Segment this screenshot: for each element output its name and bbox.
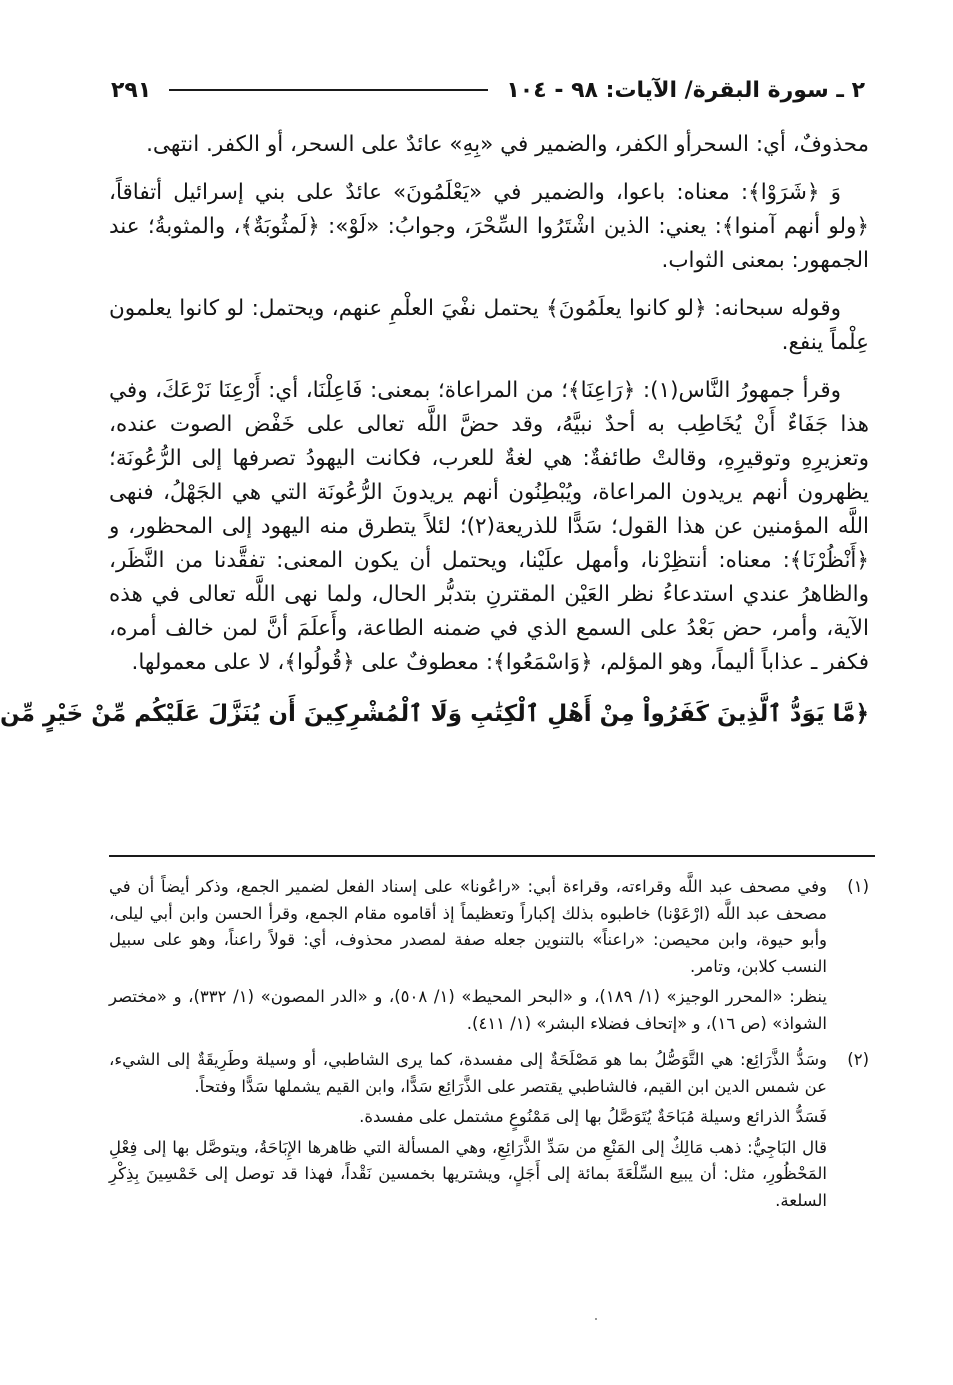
footnote	[109, 1047, 869, 1218]
footnote-paragraph: وسَدُّ الذَّرَائِع: هي التَّوَصُّلُ بما هو مَصْلَحَةٌ إلى مفسدة، كما يرى الشاطبي، أو وسيلة وطَرِيقَةٌ إلى الشيء، عن شمس الدين ابن القيم، فالشاطبي يقتصر على الذَّرَائِع سَدًّا، وابن القيم يشملها سَدًّا وفتحاً.	[109, 1050, 827, 1096]
footnote-paragraph: وفي مصحف عبد اللَّه وقراءته، وقراءة أبي: «راعُونا» على إسناد الفعل لضمير الجمع، وذكر أيضاً أن في مصحف عبد اللَّه (ارْعَوْنا) خاطبوه بذلك إكباراً وتعظيماً إذ أقاموه مقام الجمع، وقرأ الحسن وابن أبي ليلى، وأبو حيوة، وابن محيصن: «راعناً» بالتنوين جعله صفة لمصدر محذوف، أي: قولاً راعناً، وهو على سبيل النسب كلابن، وتامر.	[109, 877, 827, 976]
page-number: ٢٩١	[111, 77, 152, 103]
header-title: ٢ ـ سورة البقرة/ الآيات: ٩٨ - ١٠٤	[506, 77, 865, 103]
scan-speck	[595, 1318, 597, 1320]
footnote-number: (٢)	[847, 1050, 869, 1069]
footnote-body	[109, 1047, 827, 1218]
body-paragraph: وَ ﴿شَرَوْا﴾: معناه: باعوا، والضمير في «يَعْلَمُونَ» عائدٌ على بني إسرائيل أتفاقاً، ﴿ولو أنهم آمنوا﴾: يعني: الذين اشْتَرُوا السِّحْرَ، وجوابُ: «لَوْ»: ﴿لَمثُوبَةٌ﴾، والمثوبةُ؛ عند الجمهور: بمعنى الثواب.	[109, 180, 869, 273]
body-paragraph: وقرأ جمهورُ النَّاس(١): ﴿رَاعِنَا﴾؛ من المراعاة؛ بمعنى: فَاعِلْنَا، أي: أَرْعِنَا نَرْعَكَ، وفي هذا جَفَاءٌ أَنْ يُخَاطِب به أحدٌ نبيَّهُ، وقد حضَّ اللَّه تعالى على خَفْض الصوت عنده، وتعزيرِهِ وتوقيرِهِ، وقالتْ طائفةٌ: هي لغةٌ للعرب، فكانت اليهودُ تصرفها إلى الرُّعُونَة؛ يظهرون أنهم يريدون المراعاة، ويُبْطِنُون أنهم يريدونَ الرُّعُونَة التي هي الجَهْلُ، فنهى اللَّه المؤمنين عن هذا القول؛ سَدًّا للذريعة(٢)؛ لئلاً يتطرق منه اليهود إلى المحظور، و ﴿أَنْظُرْنَا﴾: معناه: أنتظِرْنا، وأمهل علَيْنا، ويحتمل أن يكون المعنى: تفقَّدنا من النَّظَر، والظاهرُ عندي استدعاءُ نظر العَيْن المقترنِ بتدبُّر الحال، ولما نهى اللَّه تعالى في هذه الآية، وأمر، حض بَعْدُ على السمع الذي في ضمنه الطاعة، وأَعلَمَ أنَّ لمن خالف أمره، فكفر ـ عذاباً أليماً، وهو المؤلم، ﴿وَاسْمَعُوا﴾: معطوفٌ على ﴿قُولُوا﴾، لا على معمولها.	[109, 378, 869, 675]
footnote	[109, 874, 869, 1041]
footnote-references: ينظر: «المحرر الوجيز» (١/ ١٨٩)، و «البحر المحيط» (١/ ٥٠٨)، و «الدر المصون» (١/ ٣٣٢)، و «مختصر الشواذ» (ص ١٦)، و «إتحاف فضلاء البشر» (١/ ٤١١).	[109, 987, 828, 1033]
main-text	[0, 128, 869, 746]
footnote-number: (١)	[847, 877, 869, 896]
body-paragraph: وقوله سبحانه: ﴿لو كانوا يعلَمُونَ﴾ يحتمل نفْيَ العلْمِ عنهم، ويحتمل: لو كانوا يعلمون عِلْماً ينفع.	[109, 296, 869, 355]
body-paragraph: محذوفٌ، أي: السحرأو الكفر، والضمير في «بِهِ» عائدٌ على السحر، أو الكفر. انتهى.	[146, 132, 869, 157]
footnotes	[109, 874, 869, 1224]
footnote-paragraph: فَسَدُّ الذرائع وسيلة مُبَاحَةٌ يُتَوَصَّلُ بها إلى مَمْنُوعٍ مشتمل على مفسدة.	[359, 1107, 827, 1126]
header-rule	[169, 89, 488, 91]
footnote-body	[109, 874, 827, 1041]
running-header	[111, 70, 865, 110]
footnote-paragraph: قال البَاجِيُّ: ذهب مَالِكٌ إلى المَنْعِ من سَدِّ الذَّرَائِعِ، وهي المسألة التي ظاهرها الإِبَاحَةُ، ويتوصَّل بها إلى فِعْلِ المَحْظُورِ، مثل: أن يبيع السِّلْعَةَ بمائة إلى أَجَلٍ، ويشتريها بخمسين نَقْداً، فهذا قد توصل إلى خَمْسِينَ بِذِكْرِ السلعة.	[109, 1137, 827, 1210]
quran-verse: ﴿مَّا يَوَدُّ ٱلَّذِينَ كَفَرُواْ مِنْ أَهْلِ ٱلْكِتَٰبِ وَلَا ٱلْمُشْرِكِينَ أَن يُنَزَّلَ عَلَيْكُم مِّنْ خَيْرٍ مِّن	[0, 701, 869, 727]
footnote-separator	[109, 855, 875, 857]
